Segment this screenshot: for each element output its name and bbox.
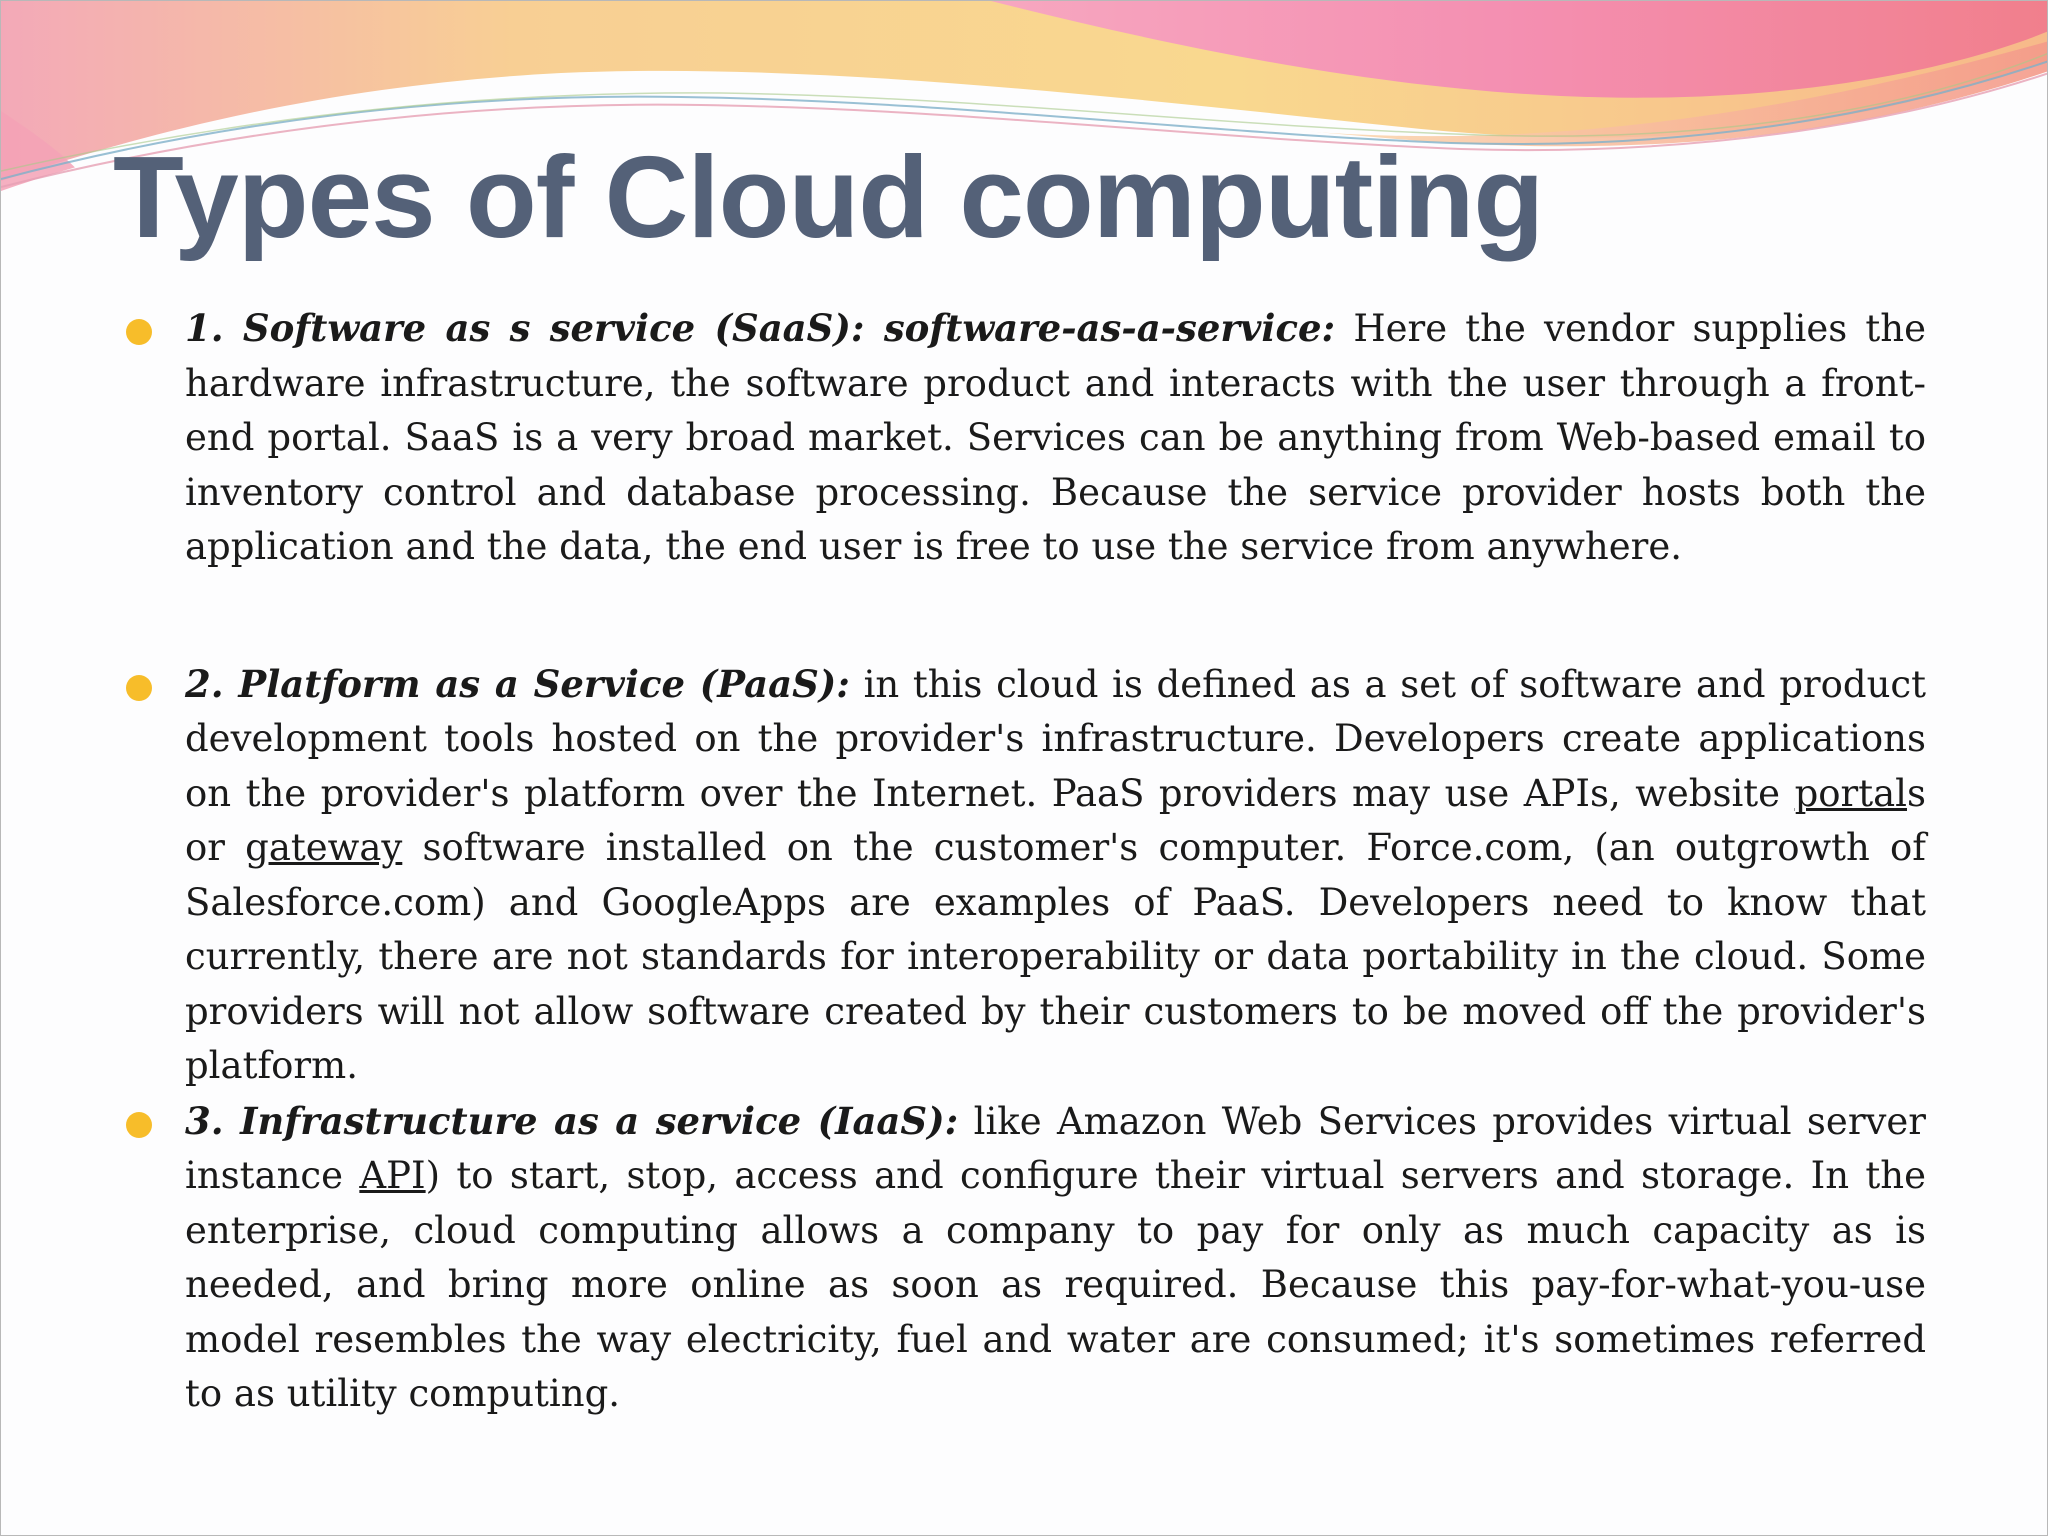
bullet-paragraph: [185, 657, 1926, 1094]
bullet-dot-icon: [126, 1112, 152, 1138]
bullet-heading: 2. Platform as a Service (PaaS):: [185, 661, 850, 706]
bullet-text: software installed on the customer's computer. Force.com, (an outgrowth of Salesforce.com) and GoogleApps are examples of PaaS. Developers need to know that currently, there are not standards for interoperability or data portability in the cloud. Some providers will not allow software created by their customers to be moved off the provider's platform.: [185, 826, 1926, 1087]
bullet-item-iaas: [121, 1094, 1926, 1422]
bullet-text: s or: [185, 771, 1926, 869]
bullet-heading: 1. Software as s service (SaaS): software-as-a-service:: [185, 306, 1336, 350]
bullet-list: [121, 301, 1926, 1422]
gateway-link[interactable]: gateway: [245, 826, 403, 869]
bullet-text: like Amazon Web Services provides virtual server instance: [185, 1099, 1926, 1197]
bullet-text: Here the vendor supplies the hardware infrastructure, the software product and interacts with the user through a front-end portal. SaaS is a very broad market. Services can be anything from Web-based email to inventory control and database processing. Because the service provider hosts both the application and the data, the end user is free to use the service from anywhere.: [185, 307, 1927, 568]
bullet-text: ) to start, stop, access and configure their virtual servers and storage. In the enterprise, cloud computing allows a company to pay for only as much capacity as is needed, and bring more online as soon as required. Because this pay-for-what-you-use model resembles the way electricity, fuel and water are consumed; it's sometimes referred to as utility computing.: [185, 1154, 1926, 1415]
bullet-paragraph: [185, 301, 1926, 575]
bullet-paragraph: [185, 1094, 1926, 1422]
bullet-heading: 3. Infrastructure as a service (IaaS):: [185, 1098, 959, 1143]
slide-title: Types of Cloud computing: [113, 132, 1544, 262]
bullet-dot-icon: [126, 675, 152, 701]
bullet-item-saas: [121, 301, 1926, 575]
portal-link[interactable]: portal: [1794, 771, 1907, 815]
bullet-text: in this cloud is defined as a set of software and product development tools hosted on the provider's infrastructure. Developers create applications on the provider's platform over the Internet. PaaS providers may use APIs, website: [185, 662, 1926, 815]
bullet-dot-icon: [126, 319, 152, 345]
api-link[interactable]: API: [359, 1154, 426, 1197]
bullet-item-paas: [121, 657, 1926, 1094]
